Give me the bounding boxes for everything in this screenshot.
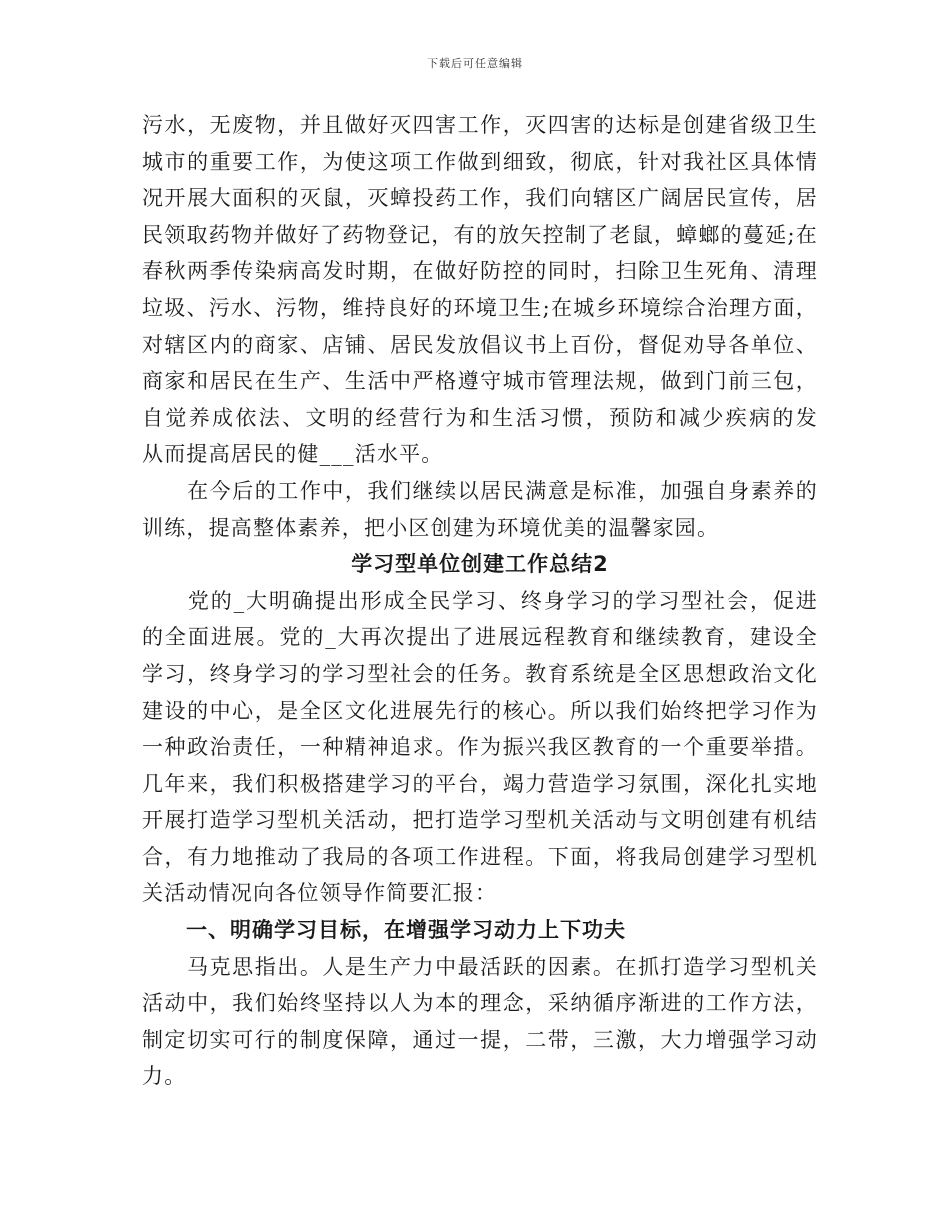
- text-line: 垃圾、污水、污物，维持良好的环境卫生;在城乡环境综合治理方面，: [142, 295, 818, 320]
- document-body: [142, 107, 818, 1095]
- text-line: 合，有力地推动了我局的各项工作进程。下面，将我局创建学习型机: [142, 844, 818, 869]
- text-line: 污水，无废物，并且做好灭四害工作，灭四害的达标是创建省级卫生: [142, 113, 818, 137]
- text-line: 城市的重要工作，为使这项工作做到细致，彻底，针对我社区具体情: [142, 149, 818, 174]
- subsection-heading: 一、明确学习目标，在增强学习动力上下功夫: [142, 918, 626, 943]
- text-line: 马克思指出。人是生产力中最活跃的因素。在抓打造学习型机关: [142, 954, 818, 979]
- text-line: 春秋两季传染病高发时期，在做好防控的同时，扫除卫生死角、清理: [142, 259, 818, 284]
- text-line: 活动中，我们始终坚持以人为本的理念，采纳循序渐进的工作方法，: [142, 991, 818, 1016]
- text-line: 学习，终身学习的学习型社会的任务。教育系统是全区思想政治文化: [142, 661, 818, 686]
- text-line: 训练，提高整体素养，把小区创建为环境优美的温馨家园。: [142, 515, 720, 540]
- text-line: 力。: [142, 1064, 187, 1089]
- text-line: 几年来，我们积极搭建学习的平台，竭力营造学习氛围，深化扎实地: [142, 771, 818, 796]
- text-line: 一种政治责任，一种精神追求。作为振兴我区教育的一个重要举措。: [142, 735, 818, 760]
- text-line: 党的_大明确提出形成全民学习、终身学习的学习型社会，促进: [187, 588, 818, 613]
- page-header: 下载后可任意编辑: [427, 57, 523, 70]
- text-line: 开展打造学习型机关活动，把打造学习型机关活动与文明创建有机结: [142, 808, 818, 833]
- text-line: 制定切实可行的制度保障，通过一提，二带，三激，大力增强学习动: [142, 1027, 818, 1052]
- text-line: 从而提高居民的健___活水平。: [142, 442, 444, 467]
- text-line: 关活动情况向各位领导作简要汇报：: [142, 881, 498, 906]
- text-line: 况开展大面积的灭鼠，灭蟑投药工作，我们向辖区广阔居民宣传，居: [142, 186, 818, 211]
- text-line: 建设的中心，是全区文化进展先行的核心。所以我们始终把学习作为: [142, 698, 818, 723]
- section-title: 学习型单位创建工作总结2: [351, 552, 609, 577]
- text-line: 对辖区内的商家、店铺、居民发放倡议书上百份，督促劝导各单位、: [142, 332, 818, 357]
- text-line: 民领取药物并做好了药物登记，有的放矢控制了老鼠，蟑螂的蔓延;在: [142, 222, 818, 247]
- text-line: 自觉养成依法、文明的经营行为和生活习惯，预防和减少疾病的发: [142, 405, 818, 430]
- text-line: 的全面进展。党的_大再次提出了进展远程教育和继续教育，建设全: [142, 625, 818, 650]
- text-line: 商家和居民在生产、生活中严格遵守城市管理法规，做到门前三包，: [142, 369, 818, 394]
- text-line: 在今后的工作中，我们继续以居民满意是标准，加强自身素养的: [142, 478, 818, 503]
